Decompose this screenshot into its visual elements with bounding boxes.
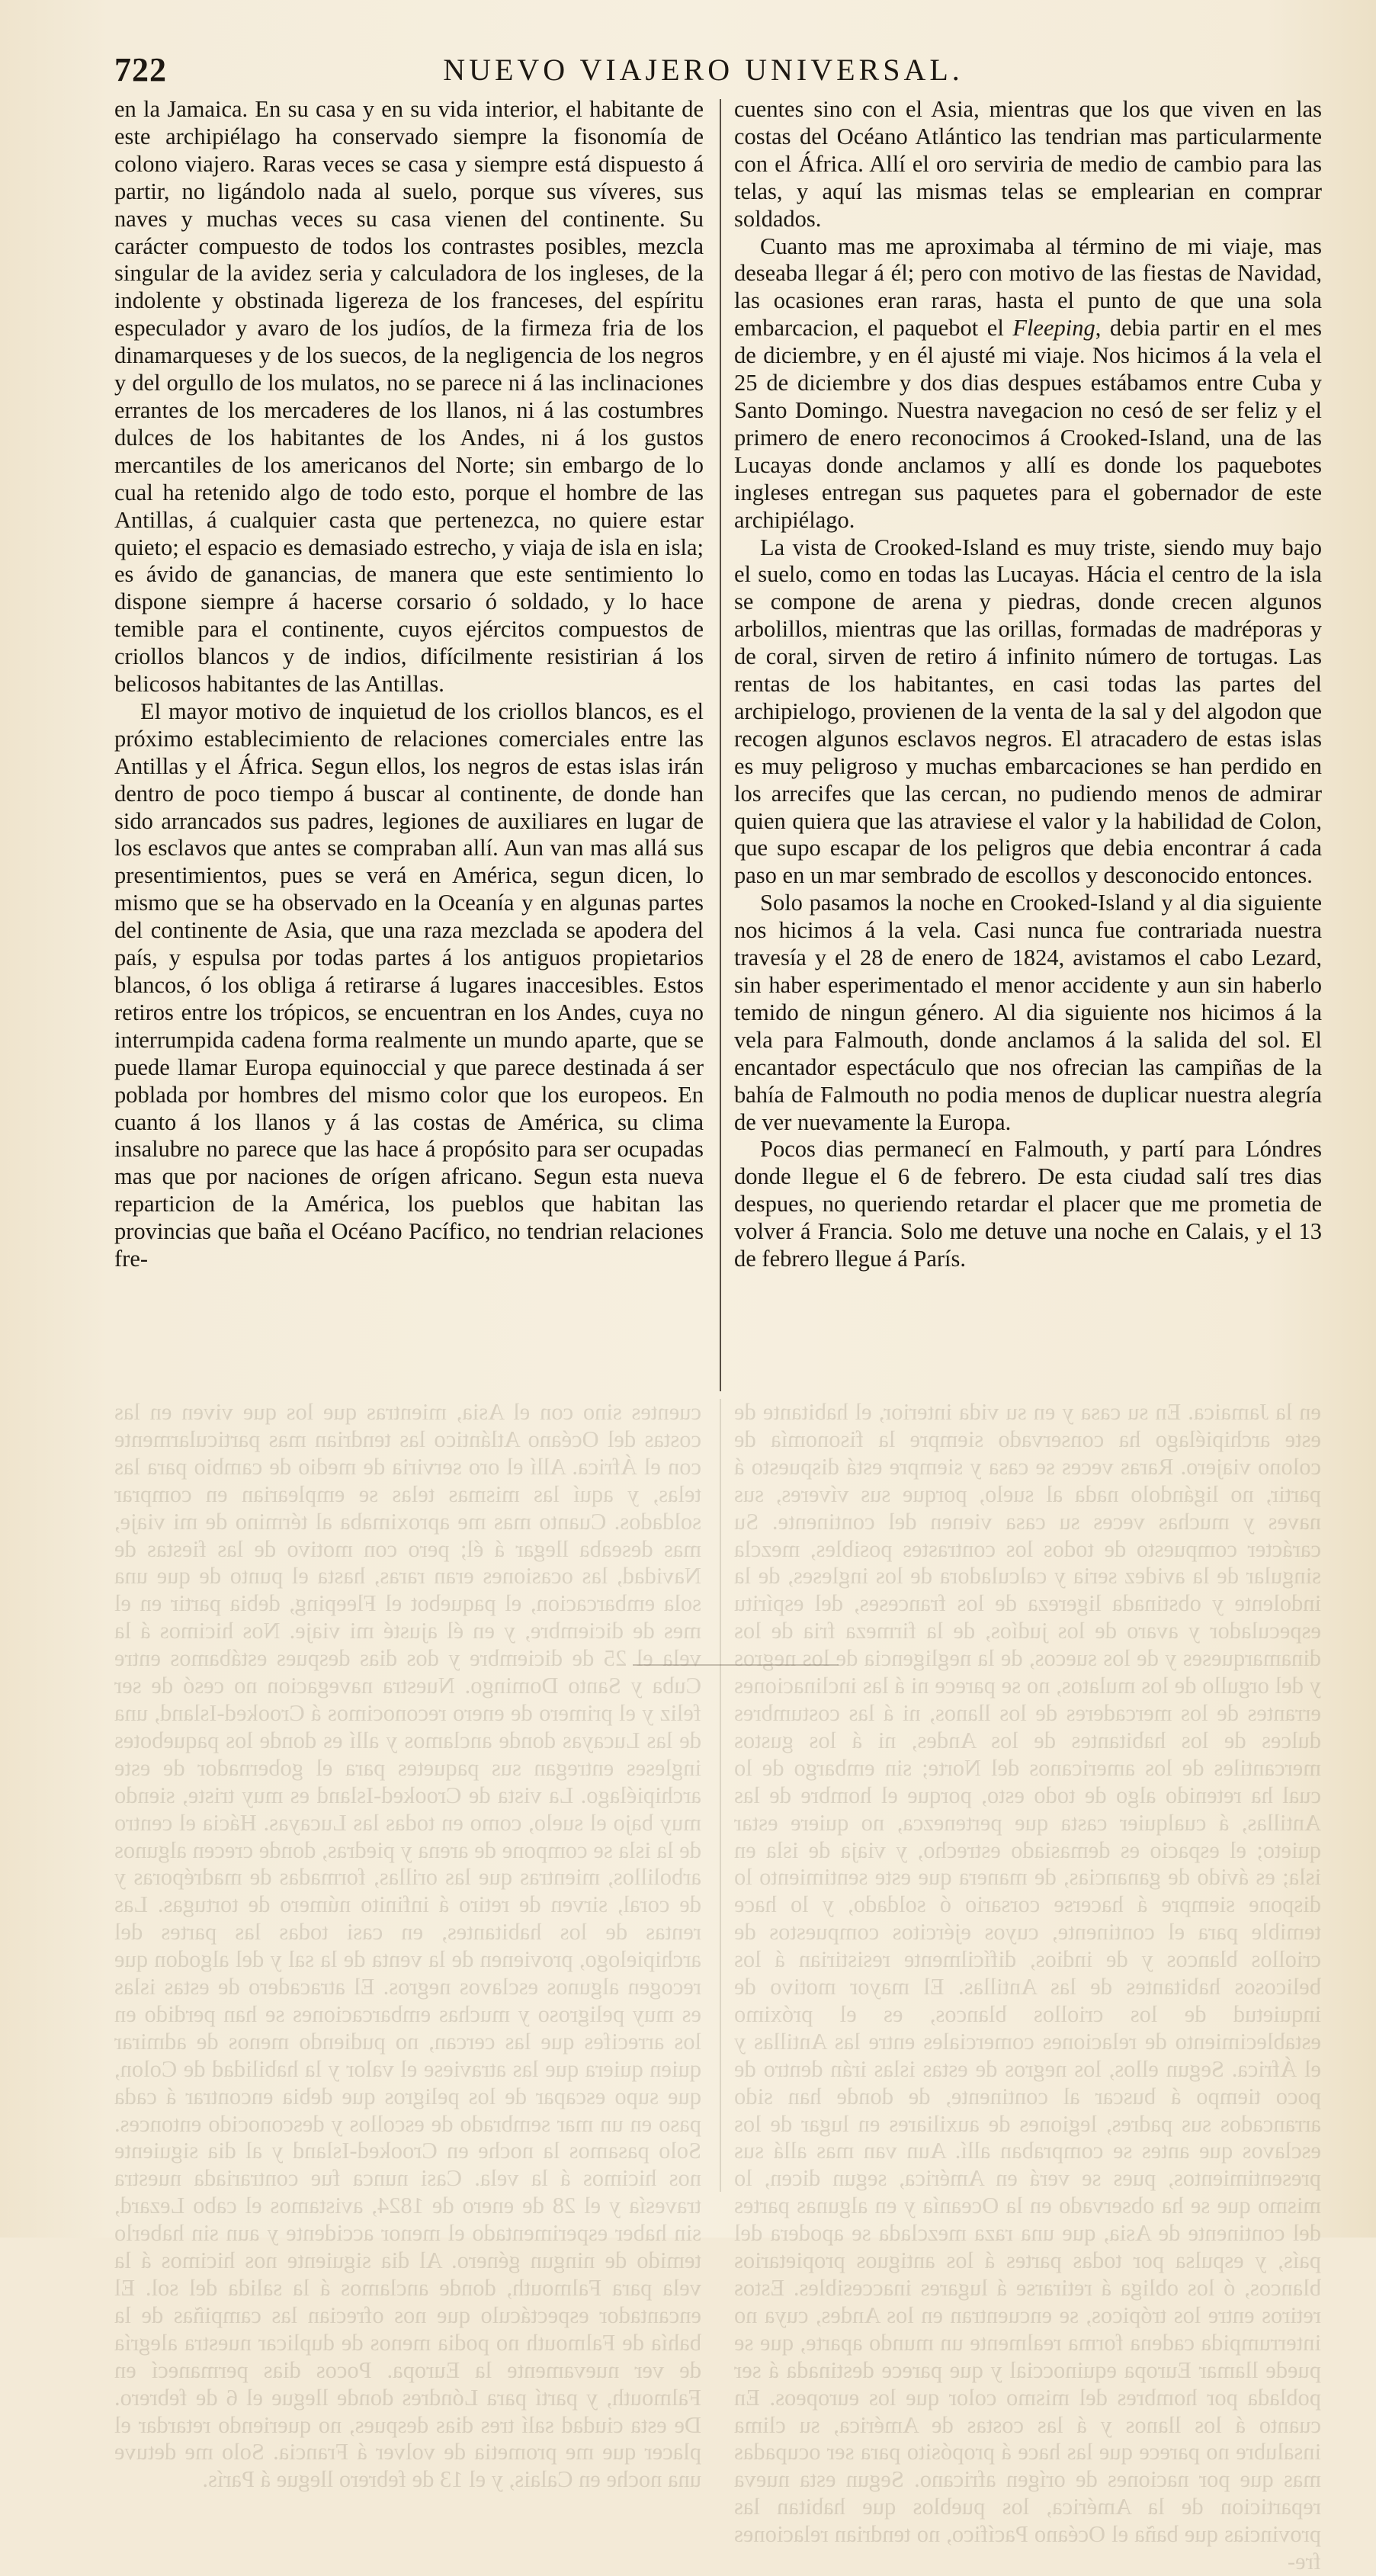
ship-name: Fleeping [1012,315,1095,342]
page-header [114,50,1292,96]
right-paragraph-1: cuentes sino con el Asia, mientras que los que viven en las costas del Océano Atlántico las tendrian mas particularmente con el África. Allí el oro serviria de medio de cambio para las telas, y aquí las mismas telas se emplearian en comprar soldados. [734,96,1322,232]
right-paragraph-5: Pocos dias permanecí en Falmouth, y partí para Lóndres donde llegue el 6 de febrero. De esta ciudad salí tres dias despues, no queriendo retardar el placer que me prometia de volver á Francia. Solo me detuve una noche en Calais, y el 13 de febrero llegue á París. [734,1136,1322,1272]
show-through-right: en la Jamaica. En su casa y en su vida interior, el habitante de este archipiélago ha conservado siempre la fisonomía de colono viajero. Raras veces se casa y siempre está dispuesto á partir, no ligándolo nada al suelo, porque sus víveres, sus naves y muchas veces su casa vienen del continente. Su carácter compuesto de todos los contrastes posibles, mezcla singular de la avidez seria y calculadora de los ingleses, de la indolente y obstinada ligereza de los franceses, del espíritu especulador y avaro de los judíos, de la firmeza fria de los dinamarqueses y de los suecos, de la negligencia de los negros y del orgullo de los mulatos, no se parece ni á las inclinaciones errantes de los mercaderes de los llanos, ni á las costumbres dulces de los habitantes de los Andes, ni á los gustos mercantiles de los americanos del Norte; sin embargo de lo cual ha retenido algo de todo esto, porque el hombre de las Antillas, á cualquier casta que pertenezca, no quiere estar quieto; el espacio es demasiado estrecho, y viaja de isla en isla; es ávido de ganancias, de manera que este sentimiento lo dispone siempre á hacerse corsario ó soldado, y lo hace temible para el continente, cuyos ejércitos compuestos de criollos blancos y de indios, difícilmente resistirian á los belicosos habitantes de las Antillas. El mayor motivo de inquietud de los criollos blancos, es el próximo establecimiento de relaciones comerciales entre las Antillas y el África. Segun ellos, los negros de estas islas irán dentro de poco tiempo á buscar al continente, de donde han sido arrancados sus padres, legiones de auxiliares en lugar de los esclavos que antes se compraban allí. Aun van mas allá sus presentimientos, pues se verá en América, segun dicen, lo mismo que se ha observado en la Oceanía y en algunas partes del continente de Asia, que una raza mezclada se apodera del país, y espulsa por todas partes á los antiguos propietarios blancos, ó los obliga á retirarse á lugares inaccesibles. Estos retiros entre los trópicos, se encuentran en los Andes, cuya no interrumpida cadena forma realmente un mundo aparte, que se puede llamar Europa equinoccial y que parece destinada á ser poblada por hombres del mismo color que los europeos. En cuanto á los llanos y á las costas de América, su clima insalubre no parece que las hace á propósito para ser ocupadas mas que por naciones de orígen africano. Segun esta nueva reparticion de la América, los pueblos que habitan las provincias que baña el Océano Pacífico, no tendrian relaciones fre- [734,1399,1321,2575]
right-paragraph-2: Cuanto mas me aproximaba al término de mi viaje, mas deseaba llegar á él; pero con motivo de las fiestas de Navidad, las ocasiones eran raras, hasta el punto de que una sola embarcacion, el paquebot el Fleeping, debia partir en el mes de diciembre, y en él ajusté mi viaje. Nos hicimos á la vela el 25 de diciembre y dos dias despues estábamos entre Cuba y Santo Domingo. Nuestra navegacion no cesó de ser feliz y el primero de enero reconocimos á Crooked-Island, una de las Lucayas donde anclamos y allí es donde los paquebotes ingleses entregan sus paquetes para el gobernador de este archipiélago. [734,233,1322,533]
left-paragraph-2: El mayor motivo de inquietud de los criollos blancos, es el próximo establecimiento de relaciones comerciales entre las Antillas y el África. Segun ellos, los negros de estas islas irán dentro de poco tiempo á buscar al continente, de donde han sido arrancados sus padres, legiones de auxiliares en lugar de los esclavos que antes se compraban allí. Aun van mas allá sus presentimientos, pues se verá en América, segun dicen, lo mismo que se ha observado en la Oceanía y en algunas partes del continente de Asia, que una raza mezclada se apodera del país, y espulsa por todas partes á los antiguos propietarios blancos, ó los obliga á retirarse á lugares inaccesibles. Estos retiros entre los trópicos, se encuentran en los Andes, cuya no interrumpida cadena forma realmente un mundo aparte, que se puede llamar Europa equinoccial y que parece destinada á ser poblada por hombres del mismo color que los europeos. En cuanto á los llanos y á las costas de América, su clima insalubre no parece que las hace á propósito para ser ocupadas mas que por naciones de orígen africano. Segun esta nueva reparticion de la América, los pueblos que habitan las provincias que baña el Océano Pacífico, no tendrian relaciones fre- [114,698,704,1272]
page-number: 722 [114,51,167,88]
show-through-divider [720,1399,721,2192]
right-paragraph-3: La vista de Crooked-Island es muy triste, siendo muy bajo el suelo, como en todas las Lucayas. Hácia el centro de la isla se compone de arena y piedras, donde crecen algunos arbolillos, mientras que las orillas, formadas de madréporas y de coral, sirven de retiro á infinito número de tortugas. Las rentas de los habitantes, en casi todas las partes del archipielogo, provienen de la venta de la sal y del algodon que recogen algunos esclavos negros. El atracadero de estas islas es muy peligroso y muchas embarcaciones se han perdido en los arrecifes que las cercan, no pudiendo menos de admirar quien quiera que las atraviese el valor y la habilidad de Colon, que supo escapar de los peligros que debia encontrar á cada paso en un mar sembrado de escollos y desconocido entonces. [734,534,1322,889]
left-paragraph-1: en la Jamaica. En su casa y en su vida interior, el habitante de este archipiélago ha conservado siempre la fisonomía de colono viajero. Raras veces se casa y siempre está dispuesto á partir, no ligándolo nada al suelo, porque sus víveres, sus naves y muchas veces su casa vienen del continente. Su carácter compuesto de todos los contrastes posibles, mezcla singular de la avidez seria y calculadora de los ingleses, de la indolente y obstinada ligereza de los franceses, del espíritu especulador y avaro de los judíos, de la firmeza fria de los dinamarqueses y de los suecos, de la negligencia de los negros y del orgullo de los mulatos, no se parece ni á las inclinaciones errantes de los mercaderes de los llanos, ni á las costumbres dulces de los habitantes de los Andes, ni á los gustos mercantiles de los americanos del Norte; sin embargo de lo cual ha retenido algo de todo esto, porque el hombre de las Antillas, á cualquier casta que pertenezca, no quiere estar quieto; el espacio es demasiado estrecho, y viaja de isla en isla; es ávido de ganancias, de manera que este sentimiento lo dispone siempre á hacerse corsario ó soldado, y lo hace temible para el continente, cuyos ejércitos compuestos de criollos blancos y de indios, difícilmente resistirian á los belicosos habitantes de las Antillas. [114,96,704,698]
show-through-left: cuentes sino con el Asia, mientras que los que viven en las costas del Océano Atlántico las tendrian mas particularmente con el África. Allí el oro serviria de medio de cambio para las telas, y aquí las mismas telas se emplearian en comprar soldados. Cuanto mas me aproximaba al término de mi viaje, mas deseaba llegar á él; pero con motivo de las fiestas de Navidad, las ocasiones eran raras, hasta el punto de que una sola embarcacion, el paquebot el Fleeping, debia partir en el mes de diciembre, y en él ajusté mi viaje. Nos hicimos á la vela el 25 de diciembre y dos dias despues estábamos entre Cuba y Santo Domingo. Nuestra navegacion no cesó de ser feliz y el primero de enero reconocimos á Crooked-Island, una de las Lucayas donde anclamos y allí es donde los paquebotes ingleses entregan sus paquetes para el gobernador de este archipiélago. La vista de Crooked-Island es muy triste, siendo muy bajo el suelo, como en todas las Lucayas. Hácia el centro de la isla se compone de arena y piedras, donde crecen algunos arbolillos, mientras que las orillas, formadas de madréporas y de coral, sirven de retiro á infinito número de tortugas. Las rentas de los habitantes, en casi todas las partes del archipielogo, provienen de la venta de la sal y del algodon que recogen algunos esclavos negros. El atracadero de estas islas es muy peligroso y muchas embarcaciones se han perdido en los arrecifes que las cercan, no pudiendo menos de admirar quien quiera que las atraviese el valor y la habilidad de Colon, que supo escapar de los peligros que debia encontrar á cada paso en un mar sembrado de escollos y desconocido entonces. Solo pasamos la noche en Crooked-Island y al dia siguiente nos hicimos á la vela. Casi nunca fue contrariada nuestra travesía y el 28 de enero de 1824, avistamos el cabo Lezard, sin haber esperimentado el menor accidente y aun sin haberlo temido de ningun género. Al dia siguiente nos hicimos á la vela para Falmouth, donde anclamos á la salida del sol. El encantador espectáculo que nos ofrecian las campiñas de la bahía de Falmouth no podia menos de duplicar nuestra alegría de ver nuevamente la Europa. Pocos dias permanecí en Falmouth, y partí para Lóndres donde llegue el 6 de febrero. De esta ciudad salí tres dias despues, no queriendo retardar el placer que me prometia de volver á Francia. Solo me detuve una noche en Calais, y el 13 de febrero llegue á París. [114,1399,701,2493]
running-title: NUEVO VIAJERO UNIVERSAL. [443,53,964,87]
column-rule [720,99,721,1391]
left-column [114,96,704,1273]
right-paragraph-4: Solo pasamos la noche en Crooked-Island y al dia siguiente nos hicimos á la vela. Casi nunca fue contrariada nuestra travesía y el 28 de enero de 1824, avistamos el cabo Lezard, sin haber esperimentado el menor accidente y aun sin haberlo temido de ningun género. Al dia siguiente nos hicimos á la vela para Falmouth, donde anclamos á la salida del sol. El encantador espectáculo que nos ofrecian las campiñas de la bahía de Falmouth no podia menos de duplicar nuestra alegría de ver nuevamente la Europa. [734,890,1322,1135]
right-column [734,96,1322,1273]
